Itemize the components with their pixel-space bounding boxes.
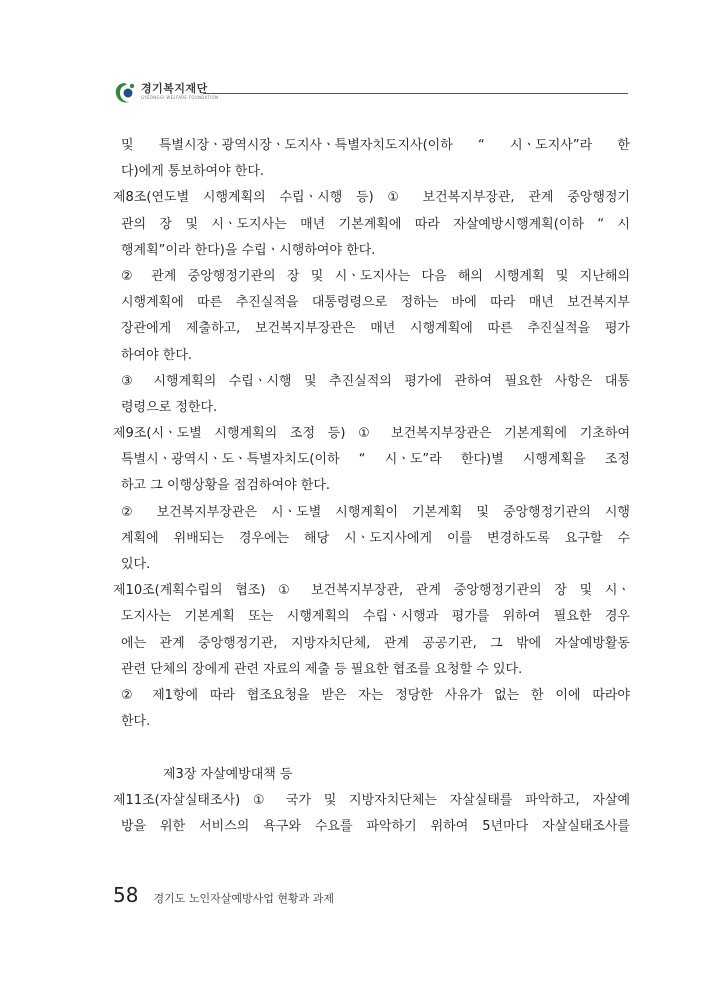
document-body — [113, 133, 630, 840]
text-line: 한다. — [121, 714, 151, 730]
blank-line — [113, 735, 630, 761]
text-line: 있다. — [121, 557, 151, 572]
page-footer — [113, 883, 334, 909]
foundation-logo-icon — [113, 80, 137, 106]
text-line: 행계획”이라 한다)을 수립ㆍ시행하여야 한다. — [121, 242, 376, 258]
text-line: 시행계획에 따른 추진실적을 대통령령으로 정하는 바에 따라 매년 보건복지부 — [121, 295, 630, 311]
text-line: 관련 단체의 장에게 관련 자료의 제출 등 필요한 협조를 요청할 수 있다. — [121, 661, 523, 677]
text-line: 하여야 한다. — [121, 347, 193, 363]
running-header — [113, 78, 628, 112]
org-subtitle: GYEONGGI WELFARE FOUNDATION — [141, 95, 219, 100]
text-line: 다)에게 통보하여야 한다. — [121, 164, 265, 180]
text-line: 에는 관계 중앙행정기관, 지방자치단체, 관계 공공기관, 그 밖에 자살예방활동 — [121, 635, 630, 651]
text-line: 령령으로 정한다. — [121, 399, 218, 415]
text-line: 관의 장 및 시ㆍ도지사는 매년 기본계획에 따라 자살예방시행계획(이하 “ 시 — [121, 216, 630, 232]
text-line: 장관에게 제출하고, 보건복지부장관은 매년 시행계획에 따른 추진실적을 평가 — [121, 321, 630, 337]
text-line: 및 특별시장ㆍ광역시장ㆍ도지사ㆍ특별자치도지사(이하 “ 시ㆍ도지사”라 한 — [121, 138, 630, 153]
page-number: 58 — [113, 883, 139, 907]
text-line: ② 제1항에 따라 협조요청을 받은 자는 정당한 사유가 없는 한 이에 따라야 — [121, 687, 630, 703]
org-name: 경기복지재단 — [141, 82, 208, 95]
text-line: ③ 시행계획의 수립ㆍ시행 및 추진실적의 평가에 관하여 필요한 사항은 대통 — [121, 373, 630, 389]
text-line: 제8조(연도별 시행계획의 수립ㆍ시행 등) ① 보건복지부장관, 관계 중앙행정기 — [113, 190, 630, 206]
text-line: 제11조(자살실태조사) ① 국가 및 지방자치단체는 자살실태를 파악하고, 자살예 — [113, 792, 630, 808]
text-line: 도지사는 기본계획 또는 시행계획의 수립ㆍ시행과 평가를 위하여 필요한 경우 — [121, 609, 630, 625]
text-line: ② 보건복지부장관은 시ㆍ도별 시행계획이 기본계획 및 중앙행정기관의 시행 — [121, 504, 630, 520]
text-line: ② 관계 중앙행정기관의 장 및 시ㆍ도지사는 다음 해의 시행계획 및 지난해의 — [121, 268, 630, 284]
text-line: 하고 그 이행상황을 점검하여야 한다. — [121, 478, 331, 494]
text-line: 제9조(시ㆍ도별 시행계획의 조정 등) ① 보건복지부장관은 기본계획에 기초하여 — [113, 426, 630, 442]
text-line: 계획에 위배되는 경우에는 해당 시ㆍ도지사에게 이를 변경하도록 요구할 수 — [121, 530, 630, 546]
text-line: 방을 위한 서비스의 욕구와 수요를 파악하기 위하여 5년마다 자살실태조사를 — [121, 818, 630, 834]
text-line: 제10조(계획수립의 협조) ① 보건복지부장관, 관계 중앙행정기관의 장 및 시ㆍ — [113, 583, 630, 599]
header-rule — [203, 93, 628, 94]
text-line: 특별시ㆍ광역시ㆍ도ㆍ특별자치도(이하 “ 시ㆍ도”라 한다)별 시행계획을 조정 — [121, 452, 630, 468]
chapter-heading: 제3장 자살예방대책 등 — [163, 766, 293, 782]
book-title: 경기도 노인자살예방사업 현황과 과제 — [153, 892, 335, 905]
